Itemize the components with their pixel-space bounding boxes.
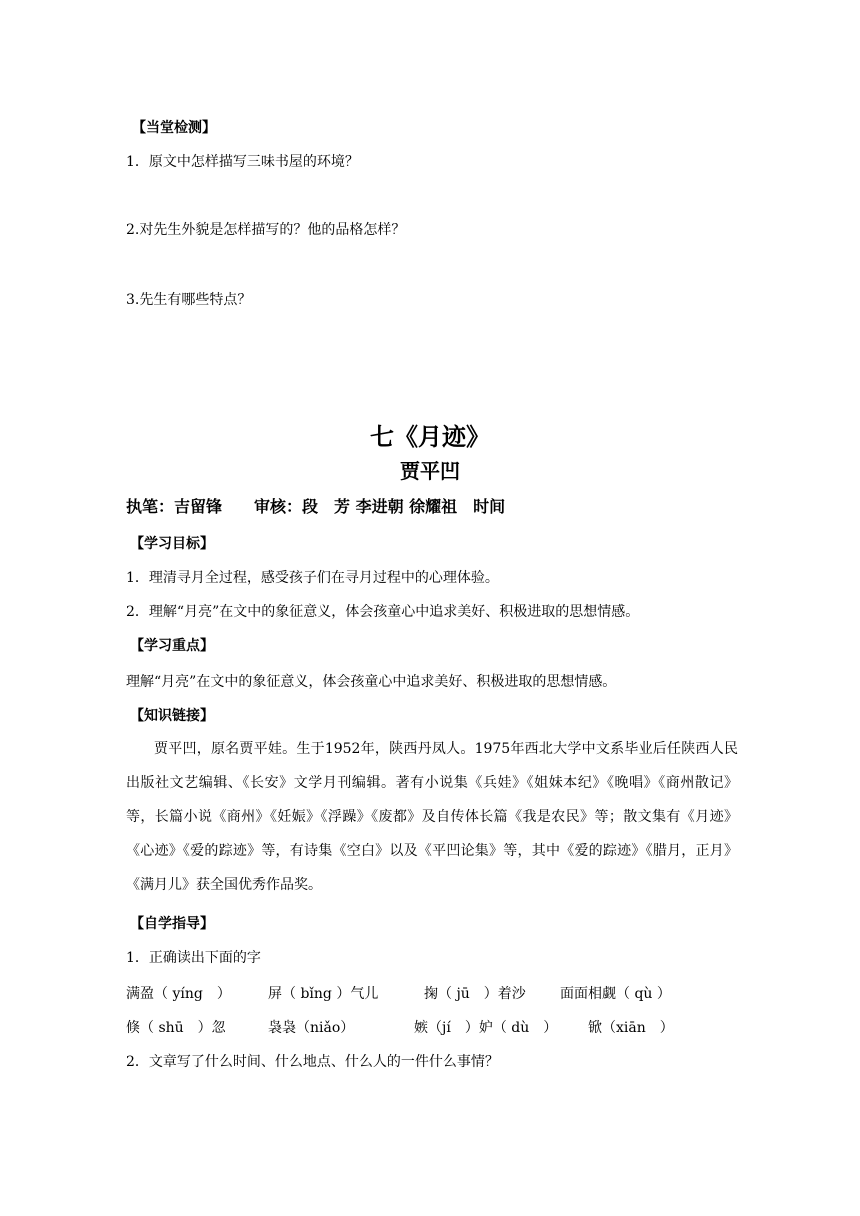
selfstudy-item-2: 2．文章写了什么时间、什么地点、什么人的一件什么事情？ xyxy=(126,1054,499,1070)
knowledge-heading: 【知识链接】 xyxy=(130,708,214,724)
check-question-2: 2.对先生外貌是怎样描写的？他的品格怎样？ xyxy=(126,222,406,238)
lesson-author: 贾平凹 xyxy=(400,459,460,483)
lesson-title: 七《月迹》 xyxy=(370,423,490,451)
pinyin-item: 屏（ bǐng ）气儿 xyxy=(268,986,379,1002)
lesson-credits: 执笔：吉留锋 审核：段 芳 李进朝 徐耀祖 时间 xyxy=(126,497,506,516)
pinyin-item: 嫉（jí ）妒（ dù ） xyxy=(414,1020,558,1036)
selfstudy-heading: 【自学指导】 xyxy=(130,916,214,932)
goal-item-2: 2．理解“月亮”在文中的象征意义，体会孩童心中追求美好、积极进取的思想情感。 xyxy=(126,604,640,620)
pinyin-item: 倏（ shū ）忽 xyxy=(126,1020,226,1036)
check-heading: 【当堂检测】 xyxy=(132,120,216,136)
pinyin-item: 掬（ jū ）着沙 xyxy=(424,986,526,1002)
check-question-3: 3.先生有哪些特点？ xyxy=(126,292,252,308)
pinyin-item: 锨（xiān ） xyxy=(588,1020,674,1036)
pinyin-item: 面面相觑（ qù ） xyxy=(560,986,671,1002)
focus-text: 理解“月亮”在文中的象征意义，体会孩童心中追求美好、积极进取的思想情感。 xyxy=(126,674,617,690)
focus-heading: 【学习重点】 xyxy=(130,638,214,654)
pinyin-item: 袅袅（niǎo） xyxy=(268,1020,355,1036)
knowledge-paragraph: 贾平凹，原名贾平娃。生于1952年，陕西丹凤人。1975年西北大学中文系毕业后任陕西人民出版社文艺编辑、《长安》文学月刊编辑。著有小说集《兵娃》《姐妹本纪》《晚唱》《商州散记》等，长篇小说《商州》《妊娠》《浮躁》《废都》及自传体长篇《我是农民》等；散文集有《月迹》《心迹》《爱的踪迹》等，有诗集《空白》以及《平凹论集》等，其中《爱的踪迹》《腊月，正月》《满月儿》获全国优秀作品奖。 xyxy=(126,741,738,893)
pinyin-item: 满盈（ yíng ） xyxy=(126,986,231,1002)
goal-item-1: 1．理清寻月全过程，感受孩子们在寻月过程中的心理体验。 xyxy=(126,570,499,586)
selfstudy-item-1: 1．正确读出下面的字 xyxy=(126,950,261,966)
check-question-1: 1．原文中怎样描写三味书屋的环境？ xyxy=(126,154,359,170)
goals-heading: 【学习目标】 xyxy=(130,536,214,552)
